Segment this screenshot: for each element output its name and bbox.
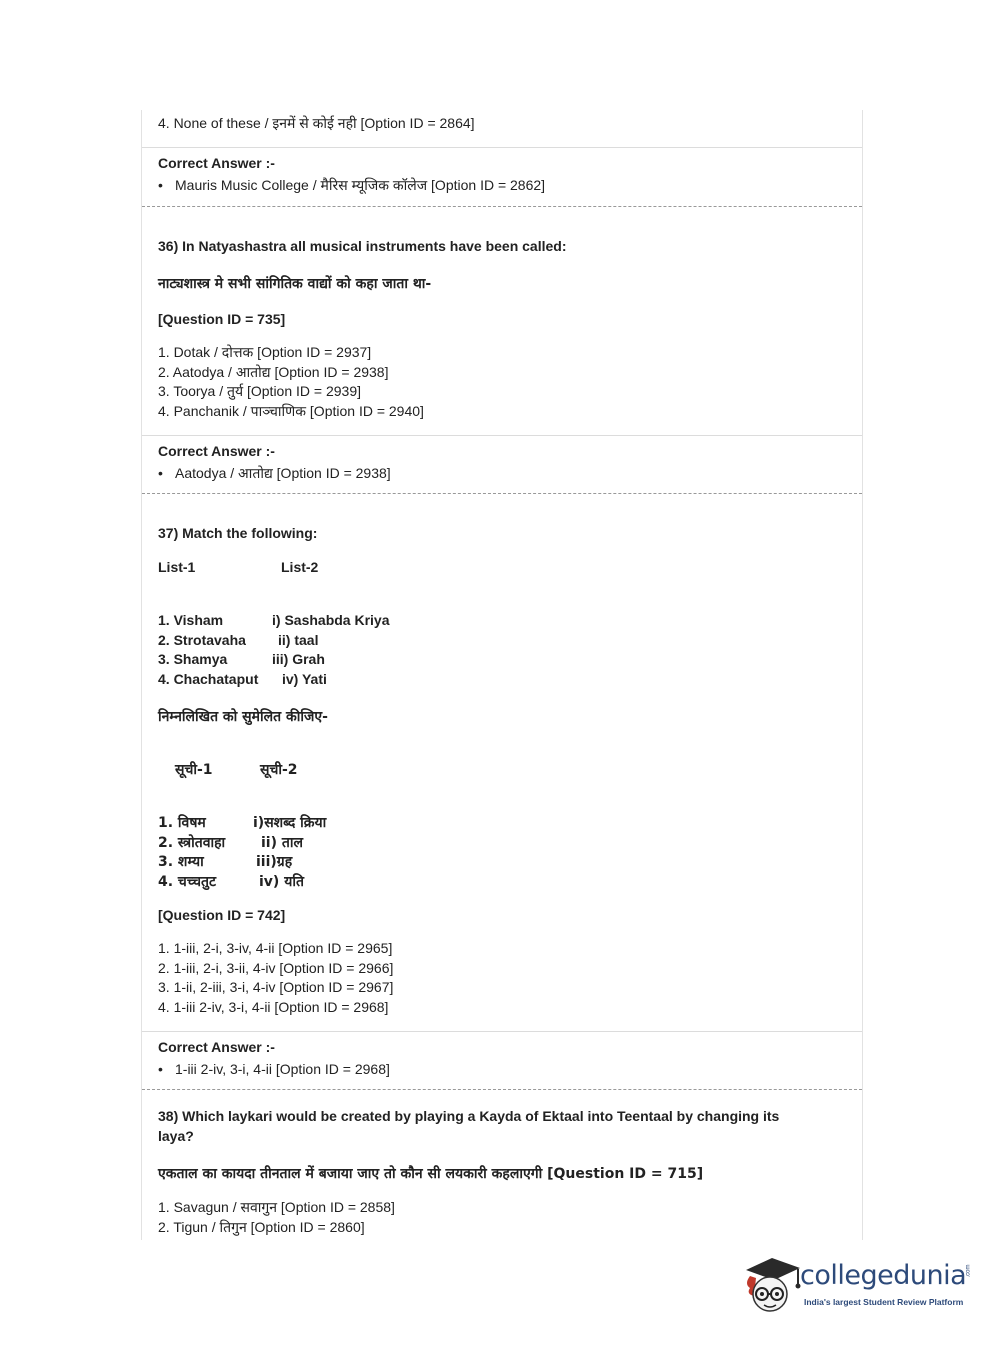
q37-correct-answer-label: Correct Answer :- [158, 1039, 275, 1055]
collegedunia-logo [742, 1252, 972, 1322]
q37-question-id: [Question ID = 742] [158, 907, 286, 923]
q37-title: 37) Match the following: [158, 525, 318, 541]
q37-correct-answer: • 1-iii 2-iv, 3-i, 4-ii [Option ID = 2968] [158, 1061, 390, 1077]
logo-tagline: India's largest Student Review Platform [804, 1297, 964, 1307]
q36-option-3: 3. Toorya / तुर्य [Option ID = 2939] [158, 383, 362, 399]
q36-title: 36) In Natyashastra all musical instruments have been called: [158, 238, 567, 254]
q37-option-1: 1. 1-iii, 2-i, 3-iv, 4-ii [Option ID = 2965] [158, 940, 393, 956]
question-separator [142, 1089, 862, 1090]
q38-title-line-1: 38) Which laykari would be created by playing a Kayda of Ektaal into Teentaal by changing its [158, 1108, 780, 1124]
q35-option-4: 4. None of these / इनमें से कोई नही [Option ID = 2864] [158, 115, 475, 131]
q37-option-3: 3. 1-ii, 2-iii, 3-i, 4-iv [Option ID = 2967] [158, 979, 394, 995]
q35-correct-answer-label: Correct Answer :- [158, 155, 275, 171]
q37-hindi-row-match: ii) ताल [261, 834, 303, 851]
q37-hindi-row: 2. स्त्रोतवाहा [158, 834, 226, 851]
q37-list-row-match: iv) Yati [282, 670, 327, 687]
q36-hindi: नाट्यशास्त्र मे सभी सांगितिक वाद्यों को कहा जाता था- [158, 276, 432, 292]
q36-option-4: 4. Panchanik / पाञ्चाणिक [Option ID = 2940] [158, 402, 424, 419]
divider [142, 147, 862, 148]
q37-list2-heading: List-2 [281, 559, 319, 575]
q37-option-2: 2. 1-iii, 2-i, 3-ii, 4-iv [Option ID = 2966] [158, 959, 394, 976]
q37-hindi-instruction: निम्नलिखित को सुमेलित कीजिए- [158, 709, 328, 725]
q37-list-row: 4. Chachataput [158, 670, 259, 687]
q38-title-line-2: laya? [158, 1128, 194, 1144]
question-paper [141, 110, 863, 1240]
mascot-icon [742, 1252, 802, 1314]
q37-list-row-match: ii) taal [278, 631, 319, 648]
q37-hindi-row-match: iv) यति [259, 873, 304, 890]
q36-question-id: [Question ID = 735] [158, 311, 286, 327]
q37-hindi-row: 1. विषम [158, 815, 206, 831]
q37-list-row: 3. Shamya [158, 651, 228, 667]
q37-suchi-2: सूची-2 [260, 762, 298, 778]
q35-correct-answer: • Mauris Music College / मैरिस म्यूजिक कॉलेज [Option ID = 2862] [158, 177, 546, 193]
q37-list-row: 2. Strotavaha [158, 631, 246, 648]
q37-list-row: 1. Visham [158, 612, 224, 628]
q37-hindi-row: 4. चच्चतुट [158, 873, 217, 890]
q38-option-1: 1. Savagun / सवागुन [Option ID = 2858] [158, 1199, 395, 1215]
divider [142, 435, 862, 436]
q36-correct-answer-label: Correct Answer :- [158, 443, 275, 459]
divider [142, 1031, 862, 1032]
q36-correct-answer: • Aatodya / आतोद्य [Option ID = 2938] [158, 465, 391, 481]
q37-hindi-row-match: iii)ग्रह [256, 854, 293, 870]
q38-hindi: एकताल का कायदा तीनताल में बजाया जाए तो कौन सी लयकारी कहलाएगी [Question ID = 715] [158, 1166, 704, 1182]
q37-list-row-match: iii) Grah [272, 651, 325, 667]
q37-suchi-1: सूची-1 [175, 762, 213, 778]
q37-list1-heading: List-1 [158, 559, 196, 575]
q37-option-4: 4. 1-iii 2-iv, 3-i, 4-ii [Option ID = 2968] [158, 998, 389, 1015]
question-separator [142, 493, 862, 494]
q36-option-2: 2. Aatodya / आतोद्य [Option ID = 2938] [158, 363, 389, 380]
q36-option-1: 1. Dotak / दोत्तक [Option ID = 2937] [158, 344, 372, 360]
q37-hindi-row: 3. शम्या [158, 854, 204, 870]
q37-hindi-row-match: i)सशब्द क्रिया [253, 815, 327, 831]
logo-suffix: .com [965, 1264, 972, 1278]
logo-wordmark: collegedunia [800, 1260, 967, 1291]
question-separator [142, 206, 862, 207]
q37-list-row-match: i) Sashabda Kriya [272, 612, 390, 628]
q38-option-2: 2. Tigun / तिगुन [Option ID = 2860] [158, 1219, 365, 1235]
